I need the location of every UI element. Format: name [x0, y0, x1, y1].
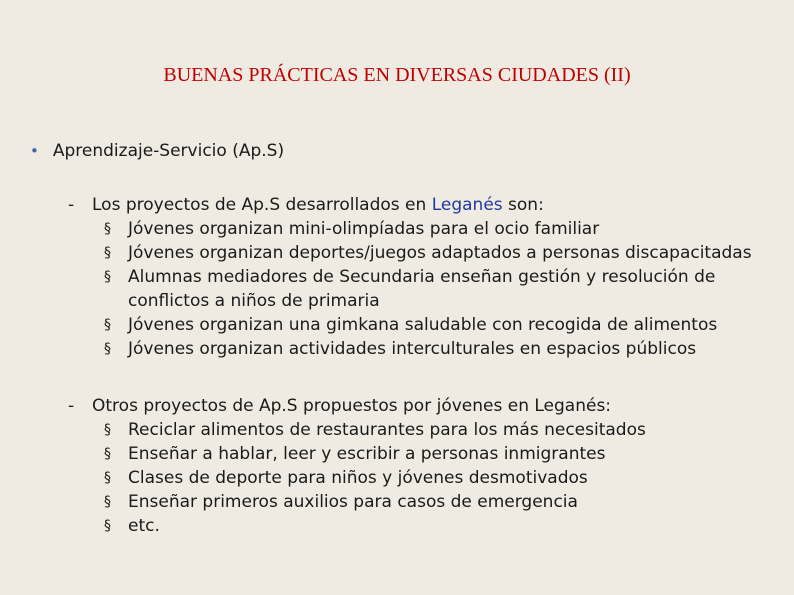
list-item: § Enseñar primeros auxilios para casos de emergencia — [104, 492, 578, 512]
section2-list — [68, 418, 768, 538]
list-item: § Jóvenes organizan una gimkana saludable con recogida de alimentos — [104, 315, 718, 335]
section-proposed-projects — [68, 394, 768, 538]
page-title: BUENAS PRÁCTICAS EN DIVERSAS CIUDADES (II) — [163, 64, 631, 86]
list-item: § etc. — [104, 516, 160, 536]
section1-heading: Los proyectos de Ap.S desarrollados en Leganés son: — [92, 195, 544, 215]
bullet-marker: • — [30, 142, 39, 160]
list-item: § Reciclar alimentos de restaurantes para los más necesitados — [104, 420, 646, 440]
list-item: § Enseñar a hablar, leer y escribir a personas inmigrantes — [104, 444, 606, 464]
section-leganes-projects — [68, 193, 788, 361]
city-name: Leganés — [431, 195, 503, 215]
main-bullet-label: Aprendizaje-Servicio (Ap.S) — [52, 141, 285, 161]
section2-heading: Otros proyectos de Ap.S propuestos por jóvenes en Leganés: — [92, 396, 612, 416]
section1-list — [68, 217, 788, 361]
list-item: § Alumnas mediadores de Secundaria enseñan gestión y resolución de conflictos a niños de primaria — [104, 267, 716, 311]
main-bullet — [30, 141, 284, 161]
list-item: § Jóvenes organizan deportes/juegos adaptados a personas discapacitadas — [104, 243, 752, 263]
list-item: § Clases de deporte para niños y jóvenes desmotivados — [104, 468, 588, 488]
list-item: § Jóvenes organizan actividades interculturales en espacios públicos — [104, 339, 697, 359]
list-item: § Jóvenes organizan mini-olimpíadas para el ocio familiar — [104, 219, 600, 239]
dash-marker: - — [68, 195, 75, 215]
dash-marker: - — [68, 396, 75, 416]
